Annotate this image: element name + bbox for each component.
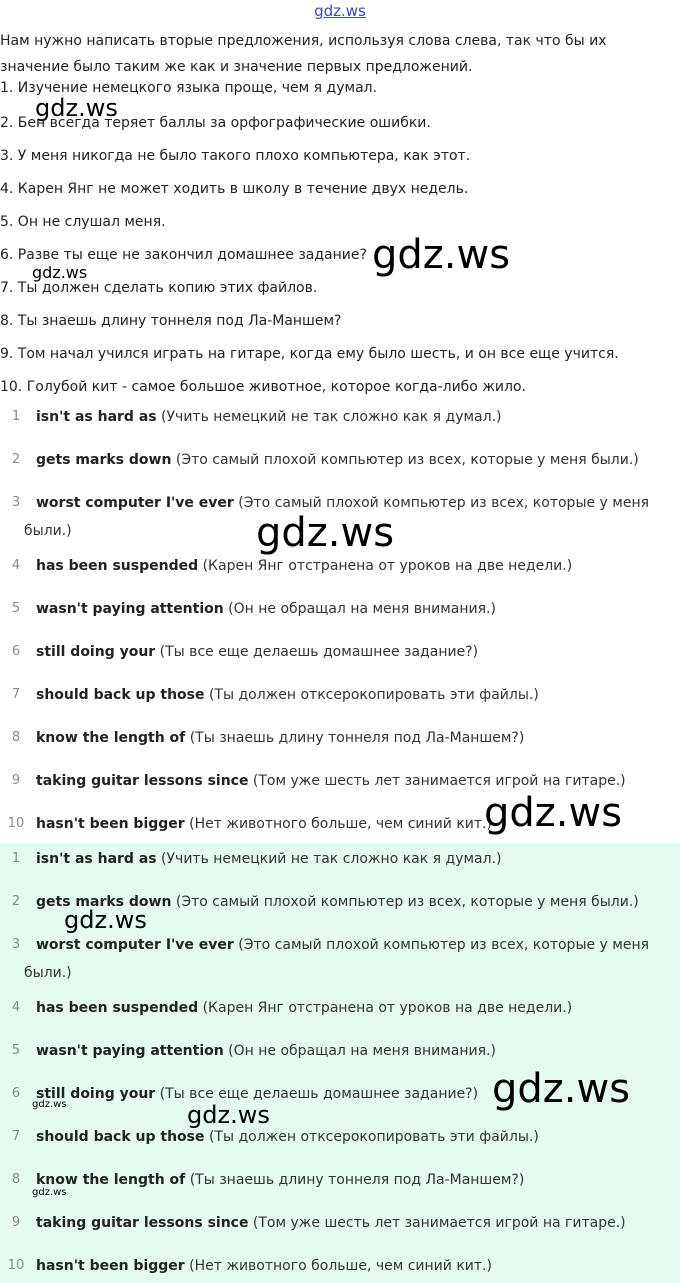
answer-key: taking guitar lessons since: [36, 773, 249, 789]
answer-number: 5: [11, 1043, 21, 1058]
answer-number: 3: [11, 937, 21, 952]
answer-number: 7: [11, 1129, 21, 1144]
answer-key: worst computer I've ever: [36, 495, 234, 511]
answer-key: still doing your: [36, 644, 156, 660]
watermark: gdz.ws: [32, 1187, 67, 1198]
answer-translation: (Карен Янг отстранена от уроков на две недели.): [198, 1000, 573, 1016]
answer-number: 6: [11, 1086, 21, 1101]
answer-number: 8: [11, 730, 21, 745]
answer-number: 5: [11, 601, 21, 616]
answer-translation: (Нет животного больше, чем синий кит.): [184, 816, 492, 832]
sentence-1: 1. Изучение немецкого языка проще, чем я думал.: [0, 80, 378, 96]
answer-translation: (Ты все еще делаешь домашнее задание?): [155, 644, 479, 660]
answer-translation: (Это самый плохой компьютер из всех, которые у меня были.): [171, 894, 639, 910]
answer-key: gets marks down: [36, 452, 172, 468]
sentence-6: 6. Разве ты еще не закончил домашнее задание?: [0, 247, 367, 263]
answer-key: should back up those: [36, 687, 205, 703]
watermark: gdz.ws: [32, 263, 88, 282]
answer-translation: (Ты должен отксерокопировать эти файлы.): [204, 687, 539, 703]
answer-continuation: были.): [24, 523, 72, 539]
answer-translation: (Ты должен отксерокопировать эти файлы.): [204, 1129, 539, 1145]
answer-number: 3: [11, 495, 21, 510]
watermark: gdz.ws: [484, 790, 623, 836]
watermark: gdz.ws: [372, 232, 511, 278]
answer-key: know the length of: [36, 730, 186, 746]
answer-number: 9: [11, 1215, 21, 1230]
answer-list: [0, 403, 680, 841]
answer-key: has been suspended: [36, 558, 199, 574]
sentence-8: 8. Ты знаешь длину тоннеля под Ла-Маншем?: [0, 313, 342, 329]
answer-number: 4: [11, 1000, 21, 1015]
answer-translation: (Ты все еще делаешь домашнее задание?): [155, 1086, 479, 1102]
answer-continuation: были.): [24, 965, 72, 981]
answer-number: 4: [11, 558, 21, 573]
answer-key: isn't as hard as: [36, 409, 157, 425]
watermark: gdz.ws: [64, 906, 147, 934]
answer-translation: (Он не обращал на меня внимания.): [223, 601, 496, 617]
answer-number: 9: [11, 773, 21, 788]
answer-translation: (Учить немецкий не так сложно как я думал.): [156, 409, 502, 425]
answer-translation: (Том уже шесть лет занимается игрой на гитаре.): [248, 773, 626, 789]
answer-key: wasn't paying attention: [36, 1043, 224, 1059]
watermark: gdz.ws: [492, 1066, 631, 1112]
answer-translation: (Ты знаешь длину тоннеля под Ла-Маншем?): [185, 730, 525, 746]
answer-number: 7: [11, 687, 21, 702]
answer-key: still doing your: [36, 1086, 156, 1102]
answer-key: gets marks down: [36, 894, 172, 910]
sentence-10: 10. Голубой кит - самое большое животное, которое когда-либо жило.: [0, 379, 526, 395]
answer-key: isn't as hard as: [36, 851, 157, 867]
answer-number: 10: [7, 1258, 25, 1273]
watermark: gdz.ws: [187, 1101, 270, 1129]
answer-number: 8: [11, 1172, 21, 1187]
answer-translation: (Карен Янг отстранена от уроков на две недели.): [198, 558, 573, 574]
sentence-3: 3. У меня никогда не было такого плохо компьютера, как этот.: [0, 148, 471, 164]
watermark: gdz.ws: [32, 1099, 67, 1110]
answer-key: worst computer I've ever: [36, 937, 234, 953]
answer-item: [0, 931, 670, 987]
answer-key: hasn't been bigger: [36, 1258, 185, 1274]
sentence-7: 7. Ты должен сделать копию этих файлов.: [0, 280, 318, 296]
site-link[interactable]: gdz.ws: [314, 2, 366, 20]
watermark: gdz.ws: [256, 510, 395, 556]
sentence-9: 9. Том начал учился играть на гитаре, когда ему было шесть, и он все еще учится.: [0, 346, 619, 362]
answer-key: hasn't been bigger: [36, 816, 185, 832]
answer-key: wasn't paying attention: [36, 601, 224, 617]
sentence-2: 2. Бен всегда теряет баллы за орфографические ошибки.: [0, 115, 431, 131]
answer-key: should back up those: [36, 1129, 205, 1145]
answer-key: has been suspended: [36, 1000, 199, 1016]
answer-number: 2: [11, 452, 21, 467]
answer-number: 2: [11, 894, 21, 909]
watermark: gdz.ws: [35, 94, 118, 122]
answer-key: know the length of: [36, 1172, 186, 1188]
answer-key: taking guitar lessons since: [36, 1215, 249, 1231]
answer-translation: (Нет животного больше, чем синий кит.): [184, 1258, 492, 1274]
answer-translation: (Том уже шесть лет занимается игрой на гитаре.): [248, 1215, 626, 1231]
answer-number: 1: [11, 851, 21, 866]
answer-translation: (Учить немецкий не так сложно как я думал.): [156, 851, 502, 867]
answer-translation: (Это самый плохой компьютер из всех, которые у меня: [233, 495, 650, 511]
sentence-4: 4. Карен Янг не может ходить в школу в течение двух недель.: [0, 181, 469, 197]
answer-number: 6: [11, 644, 21, 659]
answer-translation: (Ты знаешь длину тоннеля под Ла-Маншем?): [185, 1172, 525, 1188]
answer-translation: (Это самый плохой компьютер из всех, которые у меня: [233, 937, 650, 953]
answer-translation: (Он не обращал на меня внимания.): [223, 1043, 496, 1059]
answer-number: 10: [7, 816, 25, 831]
answer-translation: (Это самый плохой компьютер из всех, которые у меня были.): [171, 452, 639, 468]
intro-text: Нам нужно написать вторые предложения, используя слова слева, так что бы их значение было таким же как и значение первых предложений.: [0, 33, 607, 75]
sentence-5: 5. Он не слушал меня.: [0, 214, 166, 230]
answer-number: 1: [11, 409, 21, 424]
